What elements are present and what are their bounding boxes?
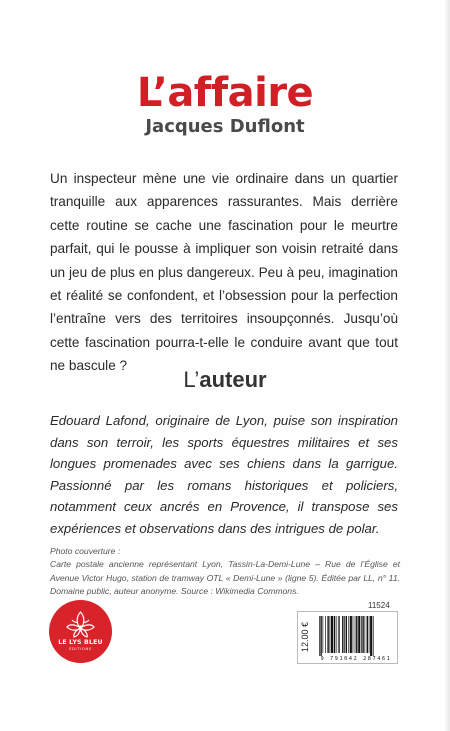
- barcode-bar: [367, 616, 368, 653]
- publisher-logo: [49, 600, 112, 663]
- barcode-bar: [355, 616, 356, 653]
- barcode-bar: [365, 616, 366, 653]
- catalog-code: 11524: [368, 601, 390, 610]
- price-label: [297, 611, 313, 664]
- barcode-bar: [331, 616, 333, 653]
- barcode-bar: [370, 616, 372, 656]
- barcode-bar: [338, 616, 339, 653]
- barcode-bar: [358, 616, 360, 653]
- book-blurb: Un inspecteur mène une vie ordinaire dans un quartier tranquille aux apparences rassurantes. Mais derrière cette routine se cache une fascination pour le meurtre parfait, qui le pousse à impliquer son voisin retraité dans un jeu de plus en plus dangereux. Peu à peu, imagination et réalité se confondent, et l’obsession pour la perfection l’entraîne vers des territoires insoupçonnés. Jusqu’où cette fascination pourra-t-elle le conduire avant que tout ne bascule ?: [50, 171, 398, 374]
- barcode-bar: [373, 616, 374, 656]
- barcode-icon: [318, 616, 394, 656]
- price-text: 12.00 €: [300, 621, 310, 653]
- photo-credit: [50, 545, 400, 599]
- barcode-bar: [344, 616, 345, 653]
- barcode-bar: [339, 616, 340, 653]
- author-heading-prefix: L’: [183, 367, 200, 392]
- barcode-bar: [361, 616, 362, 653]
- barcode-bar: [325, 616, 326, 653]
- photo-credit-label: Photo couverture :: [50, 546, 121, 556]
- barcode-bar: [319, 616, 320, 656]
- barcode-bar: [369, 616, 370, 653]
- isbn-number: 9 791042 287461: [320, 656, 392, 662]
- barcode-bar: [356, 616, 357, 653]
- barcode-bar: [353, 616, 354, 653]
- book-author: Jacques Duflont: [145, 116, 305, 137]
- barcode-bar: [342, 616, 343, 653]
- book-title: L’affaire: [136, 70, 314, 116]
- barcode-bar: [336, 616, 337, 653]
- barcode-bar: [320, 616, 321, 656]
- publisher-name: LE LYS BLEU: [58, 639, 103, 646]
- publisher-subtitle: ÉDITIONS: [69, 647, 92, 651]
- photo-credit-text: Carte postale ancienne représentant Lyon, Tassin-La-Demi-Lune – Rue de l’Église et Avenue Victor Hugo, station de tramway OTL « Demi-Lune » (ligne 5). Éditée par LL, n° 11. Domaine public, auteur anonyme. Source : Wikimedia Commons.: [50, 559, 400, 597]
- barcode-bar: [323, 616, 324, 653]
- lily-icon: [49, 600, 112, 663]
- barcode-bar: [350, 616, 352, 653]
- barcode-bar: [327, 616, 328, 653]
- barcode-bar: [346, 616, 347, 653]
- barcode-bar: [334, 616, 335, 653]
- author-bio: Edouard Lafond, originaire de Lyon, puise son inspiration dans son terroir, les sports équestres militaires et ses longues promenades avec ses chiens dans la garrigue. Passionné par les romans historiques et policiers, notamment ceux ancrés en Provence, il transpose ses expériences et observations dans des intrigues de polar.: [50, 413, 398, 536]
- barcode-bar: [348, 616, 349, 653]
- barcode-bar: [362, 616, 363, 653]
- barcode-bar: [330, 616, 331, 653]
- author-heading-word: auteur: [199, 367, 267, 392]
- author-section-heading: [0, 367, 450, 393]
